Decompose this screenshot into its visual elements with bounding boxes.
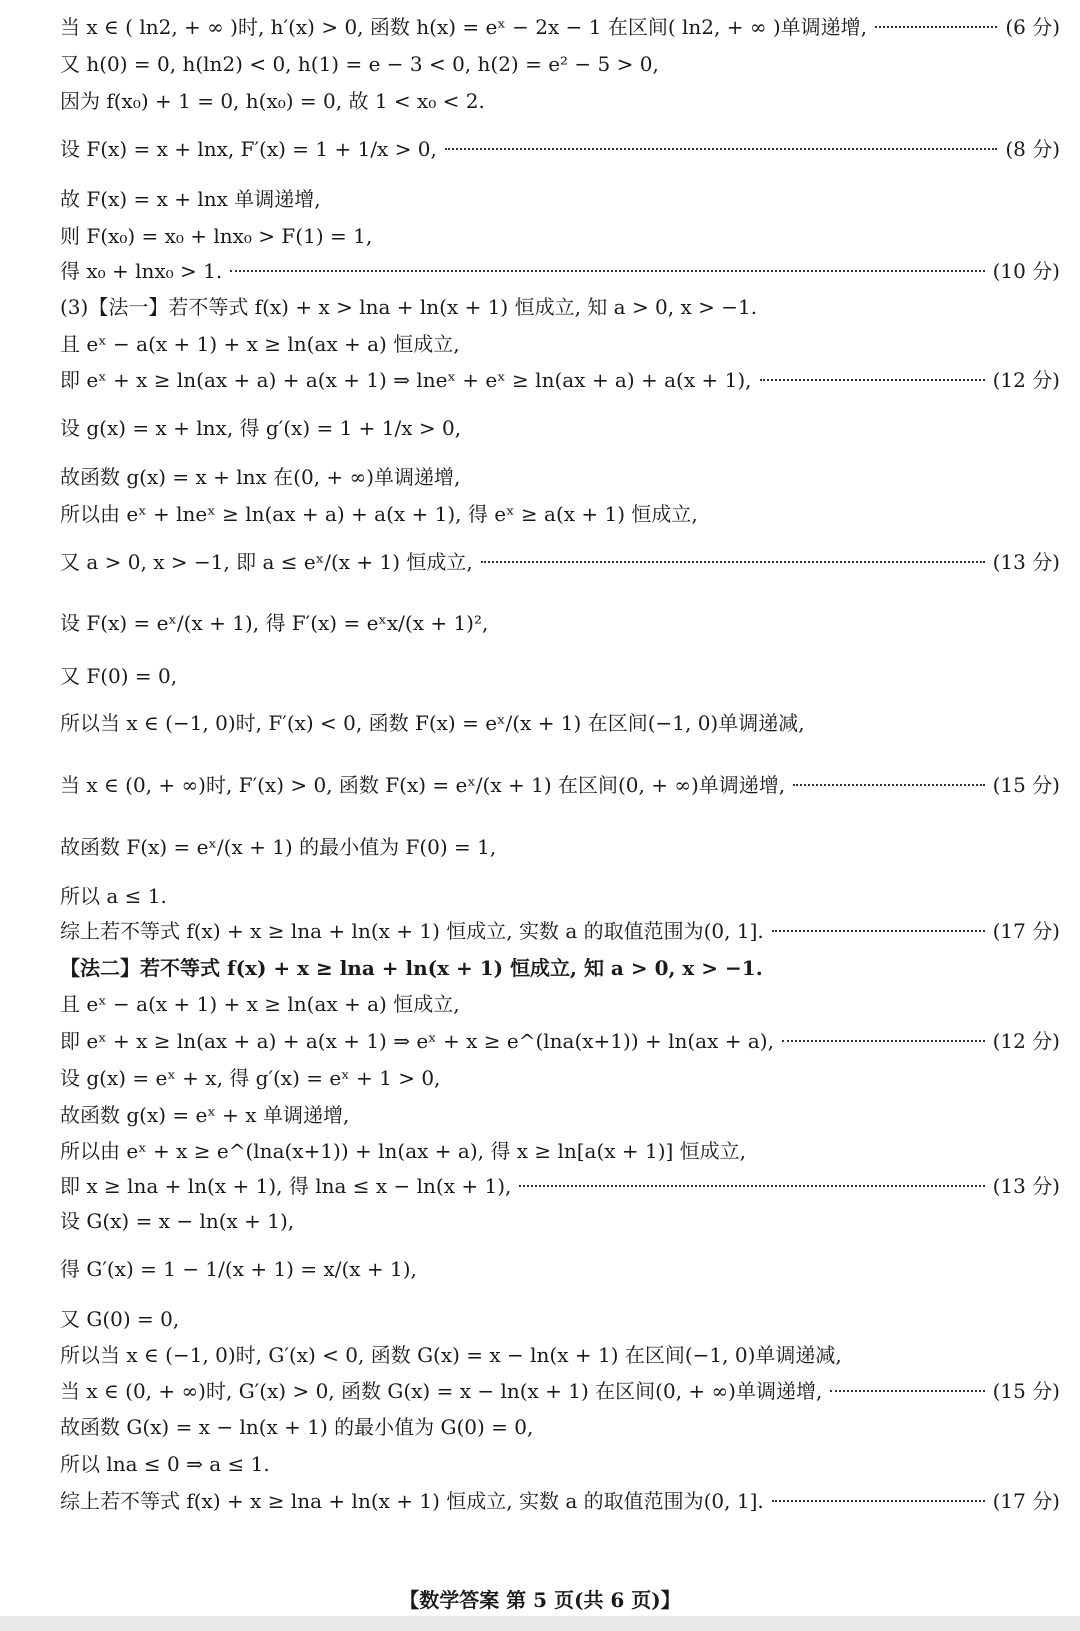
line-text: 所以 lna ≤ 0 ⇒ a ≤ 1.	[60, 1452, 270, 1476]
line-text: 所以当 x ∈ (−1, 0)时, F′(x) < 0, 函数 F(x) = eˣ/(x + 1) 在区间(−1, 0)单调递减,	[60, 711, 805, 735]
solution-line	[60, 883, 1060, 909]
solution-line	[60, 464, 1060, 490]
dot-leader	[875, 26, 997, 28]
score-label: (12 分)	[992, 1029, 1060, 1053]
dot-leader	[772, 1500, 985, 1502]
solution-line	[60, 1488, 1060, 1514]
line-text: 又 a > 0, x > −1, 即 a ≤ eˣ/(x + 1) 恒成立,	[60, 550, 473, 574]
solution-line	[60, 1378, 1060, 1404]
score-label: (10 分)	[992, 259, 1060, 283]
solution-line	[60, 834, 1060, 860]
line-text: 又 F(0) = 0,	[60, 664, 178, 688]
solution-line	[60, 501, 1060, 527]
line-text: 设 G(x) = x − ln(x + 1),	[60, 1209, 295, 1233]
solution-line	[60, 1138, 1060, 1164]
dot-leader	[445, 148, 997, 150]
line-text: 当 x ∈ (0, + ∞)时, F′(x) > 0, 函数 F(x) = eˣ/(x + 1) 在区间(0, + ∞)单调递增,	[60, 773, 786, 797]
solution-line	[60, 1306, 1060, 1332]
solution-line	[60, 918, 1060, 944]
line-text: 所以当 x ∈ (−1, 0)时, G′(x) < 0, 函数 G(x) = x − ln(x + 1) 在区间(−1, 0)单调递减,	[60, 1343, 842, 1367]
line-text: (3)【法一】若不等式 f(x) + x > lna + ln(x + 1) 恒成立, 知 a > 0, x > −1.	[60, 295, 758, 319]
dot-leader	[519, 1185, 984, 1187]
solution-line	[60, 1173, 1060, 1199]
dot-leader	[772, 930, 985, 932]
solution-line	[60, 186, 1060, 212]
line-text: 即 eˣ + x ≥ ln(ax + a) + a(x + 1) ⇒ lneˣ + eˣ ≥ ln(ax + a) + a(x + 1),	[60, 368, 752, 392]
line-text: 故函数 g(x) = eˣ + x 单调递增,	[60, 1103, 350, 1127]
line-text: 故函数 F(x) = eˣ/(x + 1) 的最小值为 F(0) = 1,	[60, 835, 497, 859]
score-label: (17 分)	[992, 1489, 1060, 1513]
solution-line	[60, 1028, 1060, 1054]
line-text: 又 G(0) = 0,	[60, 1307, 180, 1331]
line-text: 所以由 eˣ + x ≥ e^(lna(x+1)) + ln(ax + a), 得 x ≥ ln[a(x + 1)] 恒成立,	[60, 1139, 747, 1163]
dot-leader	[760, 379, 985, 381]
line-text: 得 x₀ + lnx₀ > 1.	[60, 259, 223, 283]
solution-line	[60, 88, 1060, 114]
solution-line	[60, 223, 1060, 249]
line-text: 又 h(0) = 0, h(ln2) < 0, h(1) = e − 3 < 0, h(2) = e² − 5 > 0,	[60, 52, 659, 76]
solution-line	[60, 415, 1060, 441]
solution-line	[60, 331, 1060, 357]
dot-leader	[793, 784, 984, 786]
line-text: 因为 f(x₀) + 1 = 0, h(x₀) = 0, 故 1 < x₀ < 2.	[60, 89, 485, 113]
line-text: 【法二】若不等式 f(x) + x ≥ lna + ln(x + 1) 恒成立, 知 a > 0, x > −1.	[60, 956, 763, 980]
line-text: 故 F(x) = x + lnx 单调递增,	[60, 187, 321, 211]
score-label: (13 分)	[992, 550, 1060, 574]
score-label: (6 分)	[1005, 15, 1060, 39]
line-text: 设 g(x) = x + lnx, 得 g′(x) = 1 + 1/x > 0,	[60, 416, 462, 440]
solution-line	[60, 772, 1060, 798]
dot-leader	[782, 1040, 985, 1042]
solution-line	[60, 1065, 1060, 1091]
dot-leader	[481, 561, 985, 563]
dot-leader	[830, 1390, 984, 1392]
solution-line	[60, 294, 1060, 320]
line-text: 即 eˣ + x ≥ ln(ax + a) + a(x + 1) ⇒ eˣ + x ≥ e^(lna(x+1)) + ln(ax + a),	[60, 1029, 774, 1053]
solution-line	[60, 1256, 1060, 1282]
line-text: 得 G′(x) = 1 − 1/(x + 1) = x/(x + 1),	[60, 1257, 417, 1281]
line-text: 则 F(x₀) = x₀ + lnx₀ > F(1) = 1,	[60, 224, 373, 248]
solution-line	[60, 549, 1060, 575]
score-label: (13 分)	[992, 1174, 1060, 1198]
dot-leader	[230, 270, 984, 272]
line-text: 故函数 G(x) = x − ln(x + 1) 的最小值为 G(0) = 0,	[60, 1415, 534, 1439]
score-label: (15 分)	[992, 1379, 1060, 1403]
line-text: 设 g(x) = eˣ + x, 得 g′(x) = eˣ + 1 > 0,	[60, 1066, 441, 1090]
line-text: 当 x ∈ (0, + ∞)时, G′(x) > 0, 函数 G(x) = x − ln(x + 1) 在区间(0, + ∞)单调递增,	[60, 1379, 823, 1403]
score-label: (15 分)	[992, 773, 1060, 797]
bottom-edge	[0, 1616, 1080, 1631]
solution-line	[60, 51, 1060, 77]
solution-line	[60, 14, 1060, 40]
score-label: (8 分)	[1005, 137, 1060, 161]
line-text: 即 x ≥ lna + ln(x + 1), 得 lna ≤ x − ln(x + 1),	[60, 1174, 512, 1198]
solution-line	[60, 136, 1060, 162]
solution-line	[60, 1102, 1060, 1128]
score-label: (17 分)	[992, 919, 1060, 943]
solution-line	[60, 1414, 1060, 1440]
line-text: 设 F(x) = x + lnx, F′(x) = 1 + 1/x > 0,	[60, 137, 437, 161]
line-text: 设 F(x) = eˣ/(x + 1), 得 F′(x) = eˣx/(x + 1)²,	[60, 611, 489, 635]
solution-line	[60, 1451, 1060, 1477]
line-text: 故函数 g(x) = x + lnx 在(0, + ∞)单调递增,	[60, 465, 461, 489]
solution-line	[60, 991, 1060, 1017]
line-text: 所以 a ≤ 1.	[60, 884, 167, 908]
line-text: 且 eˣ − a(x + 1) + x ≥ ln(ax + a) 恒成立,	[60, 992, 460, 1016]
line-text: 当 x ∈ ( ln2, + ∞ )时, h′(x) > 0, 函数 h(x) = eˣ − 2x − 1 在区间( ln2, + ∞ )单调递增,	[60, 15, 868, 39]
line-text: 所以由 eˣ + lneˣ ≥ ln(ax + a) + a(x + 1), 得 eˣ ≥ a(x + 1) 恒成立,	[60, 502, 698, 526]
page-footer: 【数学答案 第 5 页(共 6 页)】	[399, 1588, 681, 1612]
solution-line	[60, 258, 1060, 284]
score-label: (12 分)	[992, 368, 1060, 392]
line-text: 综上若不等式 f(x) + x ≥ lna + ln(x + 1) 恒成立, 实数 a 的取值范围为(0, 1].	[60, 1489, 764, 1513]
line-text: 且 eˣ − a(x + 1) + x ≥ ln(ax + a) 恒成立,	[60, 332, 460, 356]
solution-line	[60, 610, 1060, 636]
solution-line	[60, 1208, 1060, 1234]
solution-line	[60, 710, 1060, 736]
line-text: 综上若不等式 f(x) + x ≥ lna + ln(x + 1) 恒成立, 实数 a 的取值范围为(0, 1].	[60, 919, 764, 943]
solution-line	[60, 1342, 1060, 1368]
solution-line	[60, 663, 1060, 689]
solution-line	[60, 367, 1060, 393]
solution-line	[60, 955, 1060, 981]
